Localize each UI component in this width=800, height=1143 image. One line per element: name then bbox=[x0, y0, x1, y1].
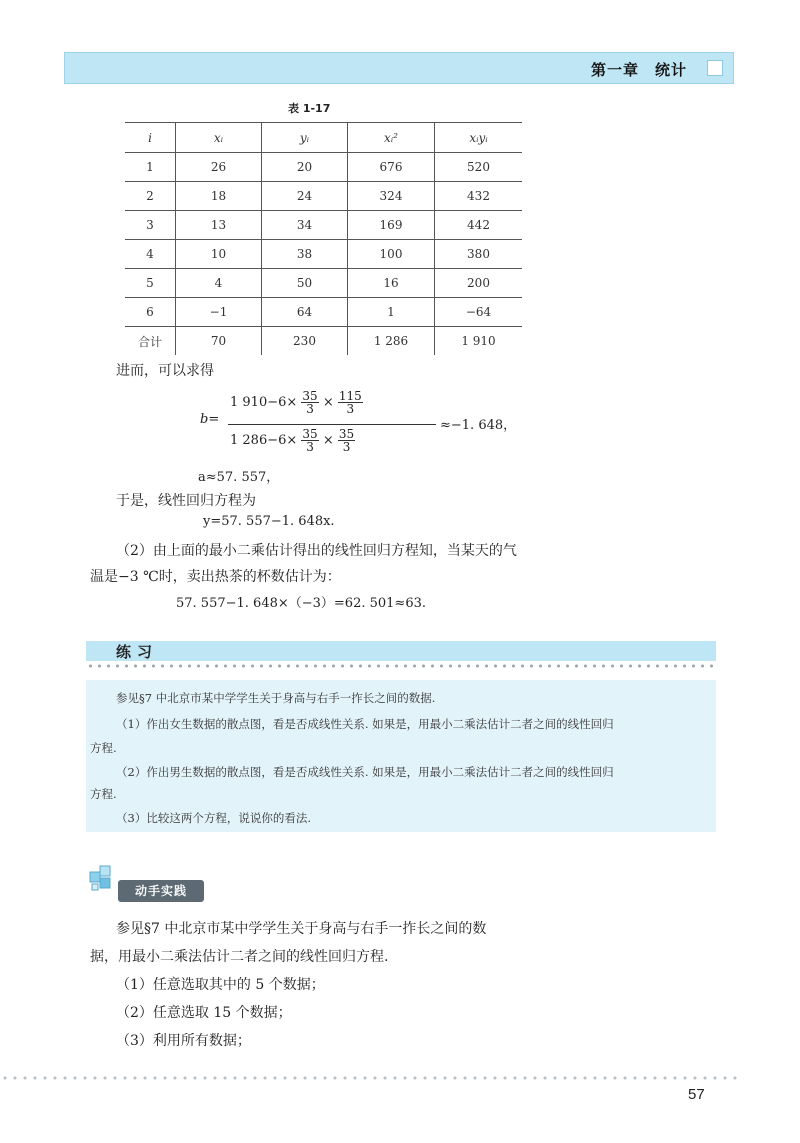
table-cell: 1 286 bbox=[348, 327, 435, 356]
table-cell: 20 bbox=[262, 153, 348, 182]
table-row bbox=[125, 182, 522, 211]
fraction-den: 3 bbox=[342, 440, 351, 454]
chapter-title: 第一章 统计 bbox=[590, 61, 687, 79]
denominator-part: 1 286−6× bbox=[230, 433, 298, 448]
table-cell: 432 bbox=[435, 182, 523, 211]
table-header-row bbox=[125, 123, 522, 153]
table-cell: 2 bbox=[125, 182, 176, 211]
formula-b-lhs: b= bbox=[200, 412, 220, 427]
table-cell: 10 bbox=[176, 240, 262, 269]
hands-on-label: 动手实践 bbox=[118, 880, 204, 902]
col-header: xᵢ² bbox=[348, 123, 435, 153]
table-cell: 442 bbox=[435, 211, 523, 240]
fraction-num: 35 bbox=[302, 389, 318, 403]
footer-dotted-divider bbox=[0, 1075, 740, 1081]
dotted-divider bbox=[86, 663, 716, 669]
table-cell: 16 bbox=[348, 269, 435, 298]
fraction-num: 115 bbox=[338, 389, 362, 403]
table-cell: 4 bbox=[176, 269, 262, 298]
table-cell: 64 bbox=[262, 298, 348, 327]
table-row bbox=[125, 298, 522, 327]
table-cell: 1 910 bbox=[435, 327, 523, 356]
table-cell: 38 bbox=[262, 240, 348, 269]
fraction-num: 35 bbox=[302, 427, 318, 441]
formula-a: a≈57. 557， bbox=[198, 470, 280, 485]
col-header: xᵢyᵢ bbox=[435, 123, 523, 153]
practice-line: （2）作出男生数据的散点图，看是否成线性关系. 如果是，用最小二乘法估计二者之间的线性回归 bbox=[116, 765, 614, 779]
formula-denominator bbox=[230, 428, 355, 453]
chapter-header bbox=[64, 52, 734, 84]
header-square-icon bbox=[707, 60, 723, 76]
fraction-115-3 bbox=[338, 390, 363, 415]
fraction-35-3 bbox=[301, 390, 318, 415]
fraction-bar bbox=[228, 424, 436, 425]
practice-title: 练习 bbox=[116, 643, 159, 661]
table-row bbox=[125, 153, 522, 182]
practice-line: 参见§7 中北京市某中学学生关于身高与右手一拃长之间的数据. bbox=[116, 691, 436, 705]
table-cell: 合计 bbox=[137, 334, 162, 349]
formula-b-result: ≈−1. 648， bbox=[440, 418, 517, 433]
hands-on-line: （3）利用所有数据； bbox=[116, 1033, 251, 1049]
practice-line: 方程. bbox=[90, 787, 117, 801]
table-cell: 70 bbox=[176, 327, 262, 356]
intro-text: 进而，可以求得 bbox=[116, 363, 214, 379]
table-cell: 230 bbox=[262, 327, 348, 356]
table-cell: 6 bbox=[125, 298, 176, 327]
table-total-row bbox=[125, 327, 522, 356]
table-cell: 26 bbox=[176, 153, 262, 182]
table-cell: −1 bbox=[176, 298, 262, 327]
table-cell: 324 bbox=[348, 182, 435, 211]
part2-line1: （2）由上面的最小二乘估计得出的线性回归方程知，当某天的气 bbox=[116, 543, 517, 559]
table-cell: 24 bbox=[262, 182, 348, 211]
page-number: 57 bbox=[688, 1086, 705, 1103]
table-caption: 表 1-17 bbox=[288, 102, 331, 115]
table-cell: 34 bbox=[262, 211, 348, 240]
table-cell: 3 bbox=[125, 211, 176, 240]
calc-line: 57. 557−1. 648×（−3）=62. 501≈63. bbox=[176, 596, 426, 611]
times-sign: × bbox=[322, 395, 334, 410]
cube-icon bbox=[88, 862, 116, 892]
table-cell: 1 bbox=[125, 153, 176, 182]
hands-on-line: 参见§7 中北京市某中学学生关于身高与右手一拃长之间的数 bbox=[116, 921, 487, 937]
hands-on-line: （1）任意选取其中的 5 个数据； bbox=[116, 977, 325, 993]
table-cell: 520 bbox=[435, 153, 523, 182]
table-cell: −64 bbox=[435, 298, 523, 327]
table-cell: 1 bbox=[348, 298, 435, 327]
data-table bbox=[125, 122, 522, 355]
fraction-35-3 bbox=[301, 428, 318, 453]
table-cell: 169 bbox=[348, 211, 435, 240]
practice-box bbox=[86, 680, 716, 832]
table-cell: 676 bbox=[348, 153, 435, 182]
table-row bbox=[125, 211, 522, 240]
table-row bbox=[125, 240, 522, 269]
fraction-den: 3 bbox=[306, 440, 314, 454]
hands-on-line: （2）任意选取 15 个数据； bbox=[116, 1005, 292, 1021]
practice-line: 方程. bbox=[90, 741, 117, 755]
practice-header bbox=[86, 641, 716, 661]
table-cell: 380 bbox=[435, 240, 523, 269]
table-cell: 50 bbox=[262, 269, 348, 298]
col-header: xᵢ bbox=[176, 123, 262, 153]
fraction-num: 35 bbox=[338, 427, 355, 441]
table-cell: 13 bbox=[176, 211, 262, 240]
hands-on-line: 据，用最小二乘法估计二者之间的线性回归方程. bbox=[90, 949, 389, 965]
part2-line2: 温是−3 ℃时，卖出热茶的杯数估计为： bbox=[90, 569, 341, 585]
table-row bbox=[125, 269, 522, 298]
numerator-part: 1 910−6× bbox=[230, 395, 298, 410]
table-cell: 100 bbox=[348, 240, 435, 269]
col-header: yᵢ bbox=[262, 123, 348, 153]
practice-line: （1）作出女生数据的散点图，看是否成线性关系. 如果是，用最小二乘法估计二者之间的线性回归 bbox=[116, 717, 614, 731]
table-cell: 4 bbox=[125, 240, 176, 269]
fraction-35-3 bbox=[338, 428, 355, 453]
table-cell: 200 bbox=[435, 269, 523, 298]
formula-numerator bbox=[230, 390, 363, 415]
col-header: i bbox=[125, 123, 176, 153]
conclusion-text: 于是，线性回归方程为 bbox=[116, 493, 256, 509]
times-sign: × bbox=[322, 433, 334, 448]
regression-equation: y=57. 557−1. 648x. bbox=[203, 514, 335, 529]
table-cell: 5 bbox=[125, 269, 176, 298]
fraction-den: 3 bbox=[306, 402, 314, 416]
table-cell: 18 bbox=[176, 182, 262, 211]
practice-line: （3）比较这两个方程，说说你的看法. bbox=[116, 811, 311, 825]
fraction-den: 3 bbox=[346, 402, 355, 416]
